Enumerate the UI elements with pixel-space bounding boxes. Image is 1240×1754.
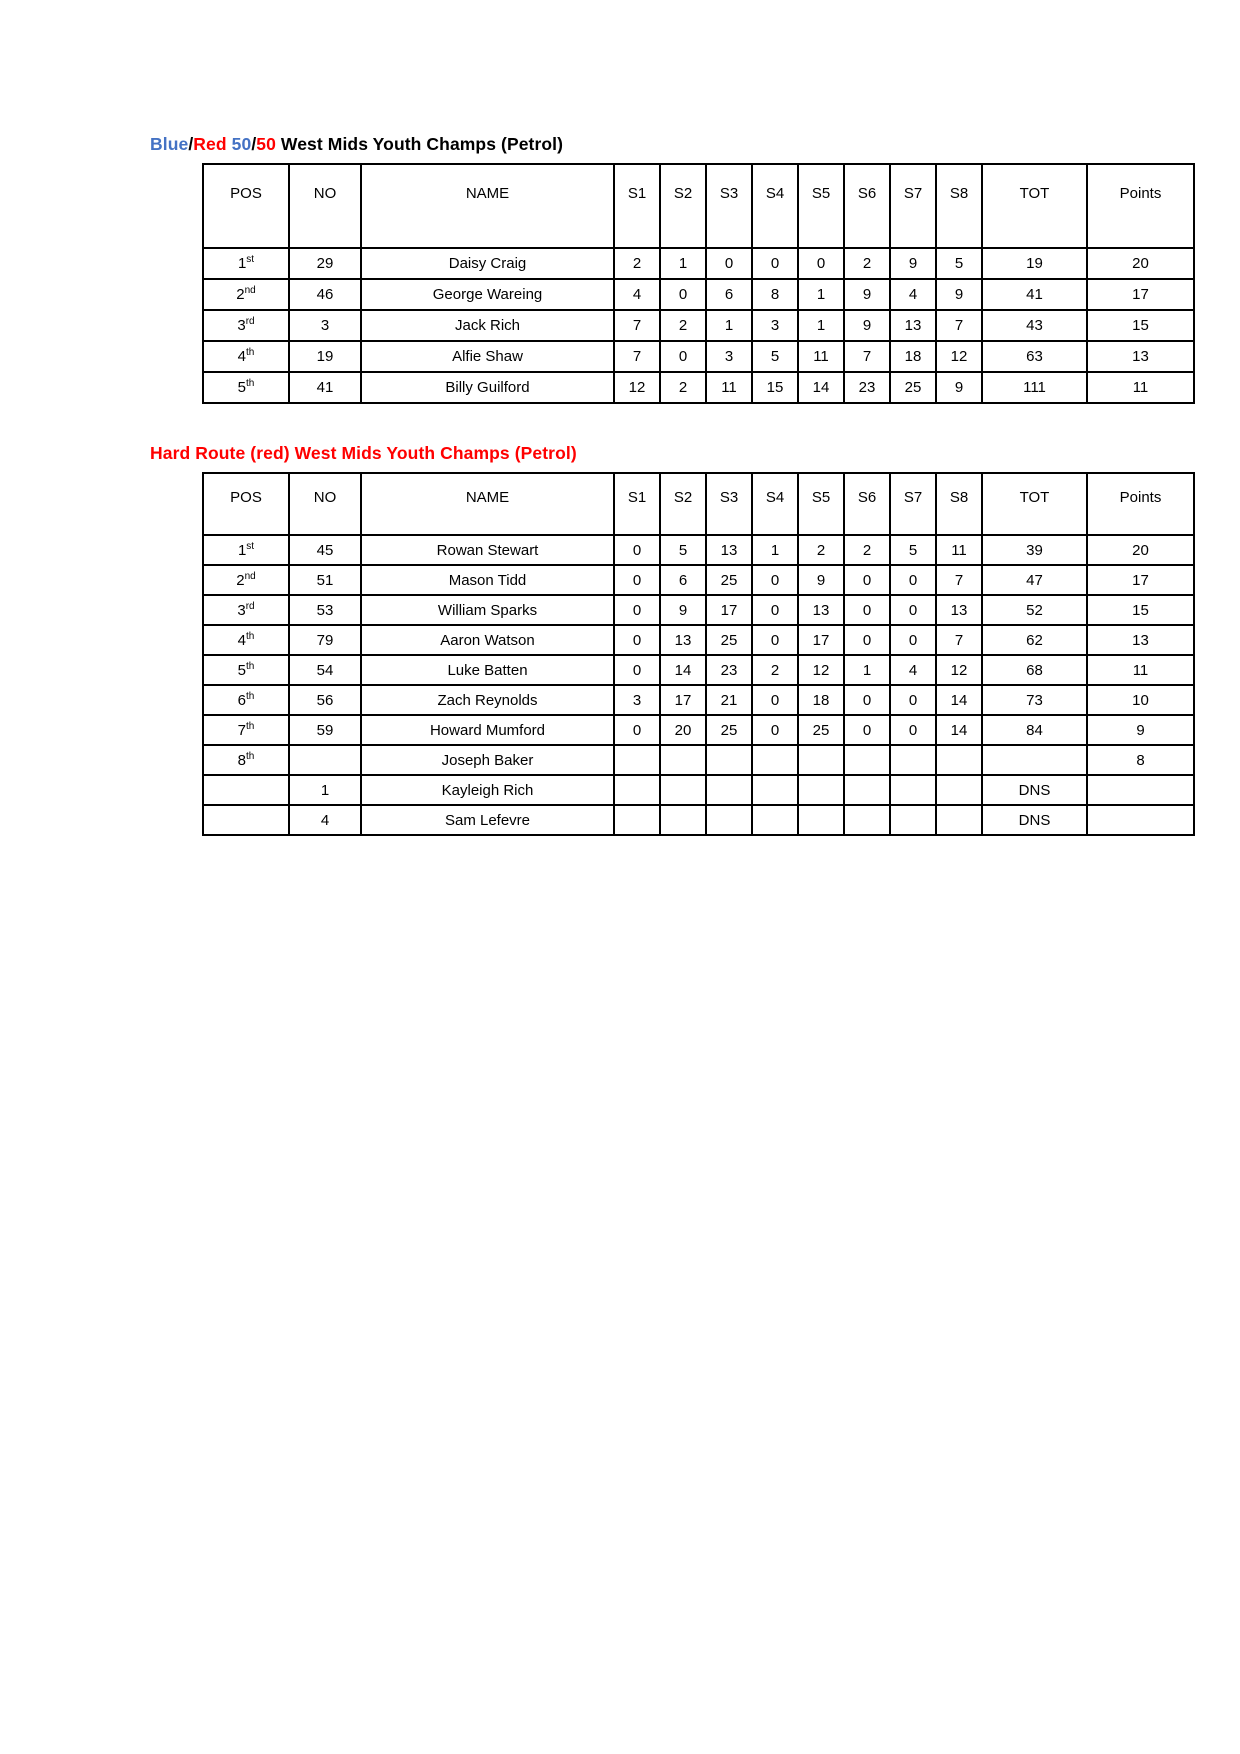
points-cell: 10 — [1087, 685, 1194, 715]
rider-number-cell: 45 — [289, 535, 361, 565]
column-header-s3: S3 — [706, 164, 752, 248]
rider-name-cell: Jack Rich — [361, 310, 614, 341]
header-row — [203, 473, 1194, 535]
section-score-cell: 0 — [798, 248, 844, 279]
section-score-cell: 12 — [614, 372, 660, 403]
points-cell: 20 — [1087, 535, 1194, 565]
section-score-cell: 0 — [614, 565, 660, 595]
section-score-cell: 12 — [936, 655, 982, 685]
table-body — [203, 248, 1194, 403]
section-score-cell: 7 — [936, 625, 982, 655]
section-score-cell: 17 — [660, 685, 706, 715]
points-cell: 17 — [1087, 279, 1194, 310]
result-row — [203, 685, 1194, 715]
section-score-cell: 25 — [706, 715, 752, 745]
result-row — [203, 279, 1194, 310]
section-score-cell: 1 — [706, 310, 752, 341]
section-score-cell: 15 — [752, 372, 798, 403]
points-cell: 15 — [1087, 310, 1194, 341]
rider-number-cell: 59 — [289, 715, 361, 745]
column-header-s2: S2 — [660, 473, 706, 535]
section-score-cell: 0 — [890, 715, 936, 745]
title-segment: 50 — [256, 134, 276, 154]
table-body — [203, 535, 1194, 835]
blue-red-5050-section — [150, 134, 1195, 404]
column-header-s4: S4 — [752, 473, 798, 535]
column-header-s3: S3 — [706, 473, 752, 535]
section-score-cell: 8 — [752, 279, 798, 310]
section-score-cell: 0 — [752, 248, 798, 279]
column-header-pos: POS — [203, 473, 289, 535]
rider-number-cell: 56 — [289, 685, 361, 715]
points-cell: 17 — [1087, 565, 1194, 595]
section-score-cell: 11 — [798, 341, 844, 372]
section-score-cell: 12 — [798, 655, 844, 685]
section-score-cell: 13 — [798, 595, 844, 625]
section-score-cell: 25 — [706, 625, 752, 655]
section-score-cell: 23 — [844, 372, 890, 403]
section-score-cell: 25 — [798, 715, 844, 745]
position-cell: 8th — [203, 745, 289, 775]
result-row — [203, 535, 1194, 565]
section-score-cell — [936, 745, 982, 775]
section-score-cell: 25 — [890, 372, 936, 403]
section-score-cell: 0 — [752, 595, 798, 625]
total-cell: DNS — [982, 775, 1087, 805]
section-score-cell — [890, 745, 936, 775]
points-cell: 9 — [1087, 715, 1194, 745]
section-score-cell — [844, 805, 890, 835]
section-score-cell: 0 — [752, 685, 798, 715]
title-segment: Blue — [150, 134, 189, 154]
section-score-cell: 2 — [844, 535, 890, 565]
result-row — [203, 625, 1194, 655]
section-score-cell: 7 — [614, 310, 660, 341]
section-score-cell — [660, 805, 706, 835]
section-score-cell — [660, 745, 706, 775]
rider-name-cell: Rowan Stewart — [361, 535, 614, 565]
rider-name-cell: Mason Tidd — [361, 565, 614, 595]
section-score-cell: 0 — [660, 341, 706, 372]
result-row — [203, 715, 1194, 745]
section-score-cell — [798, 775, 844, 805]
section-score-cell — [798, 745, 844, 775]
position-cell: 2nd — [203, 565, 289, 595]
section-score-cell: 11 — [706, 372, 752, 403]
total-cell: 62 — [982, 625, 1087, 655]
total-cell: 73 — [982, 685, 1087, 715]
position-cell — [203, 805, 289, 835]
section-score-cell — [936, 775, 982, 805]
section-score-cell: 9 — [890, 248, 936, 279]
rider-name-cell: Daisy Craig — [361, 248, 614, 279]
section-score-cell — [752, 745, 798, 775]
section-score-cell: 9 — [936, 372, 982, 403]
section-score-cell: 7 — [614, 341, 660, 372]
section-score-cell: 6 — [706, 279, 752, 310]
position-cell: 5th — [203, 655, 289, 685]
section-score-cell: 25 — [706, 565, 752, 595]
section-score-cell: 13 — [660, 625, 706, 655]
rider-number-cell: 51 — [289, 565, 361, 595]
points-cell: 11 — [1087, 655, 1194, 685]
section-score-cell: 0 — [614, 625, 660, 655]
title-segment: West Mids Youth Champs (Petrol) — [275, 134, 564, 154]
hard-route-title — [150, 443, 1195, 464]
section-score-cell: 0 — [890, 565, 936, 595]
hard-route-section — [150, 443, 1195, 836]
section-score-cell: 14 — [936, 685, 982, 715]
section-score-cell: 0 — [844, 565, 890, 595]
section-score-cell: 0 — [614, 655, 660, 685]
section-score-cell: 0 — [614, 535, 660, 565]
column-header-s6: S6 — [844, 164, 890, 248]
rider-number-cell: 54 — [289, 655, 361, 685]
section-score-cell: 4 — [890, 655, 936, 685]
title-segment: / — [251, 134, 257, 154]
points-cell — [1087, 775, 1194, 805]
total-cell: 52 — [982, 595, 1087, 625]
section-score-cell: 13 — [936, 595, 982, 625]
rider-number-cell: 53 — [289, 595, 361, 625]
total-cell: 47 — [982, 565, 1087, 595]
position-cell: 2nd — [203, 279, 289, 310]
section-score-cell: 9 — [660, 595, 706, 625]
section-score-cell: 5 — [660, 535, 706, 565]
points-cell: 20 — [1087, 248, 1194, 279]
total-cell: 43 — [982, 310, 1087, 341]
section-score-cell: 14 — [936, 715, 982, 745]
section-score-cell: 5 — [890, 535, 936, 565]
total-cell: 39 — [982, 535, 1087, 565]
total-cell: 68 — [982, 655, 1087, 685]
rider-name-cell: Billy Guilford — [361, 372, 614, 403]
section-score-cell: 5 — [936, 248, 982, 279]
section-score-cell: 21 — [706, 685, 752, 715]
section-score-cell: 18 — [890, 341, 936, 372]
column-header-s7: S7 — [890, 473, 936, 535]
result-row — [203, 310, 1194, 341]
title-segment: Red — [193, 134, 227, 154]
rider-number-cell: 1 — [289, 775, 361, 805]
section-score-cell: 0 — [890, 595, 936, 625]
section-score-cell: 3 — [614, 685, 660, 715]
rider-number-cell: 41 — [289, 372, 361, 403]
section-score-cell — [936, 805, 982, 835]
section-score-cell — [614, 775, 660, 805]
section-score-cell — [614, 745, 660, 775]
section-score-cell: 9 — [936, 279, 982, 310]
column-header-s5: S5 — [798, 164, 844, 248]
title-segment: 50 — [231, 134, 252, 154]
position-cell: 4th — [203, 625, 289, 655]
section-score-cell: 7 — [844, 341, 890, 372]
section-score-cell: 1 — [798, 310, 844, 341]
section-score-cell — [890, 775, 936, 805]
column-header-s1: S1 — [614, 164, 660, 248]
section-score-cell: 12 — [936, 341, 982, 372]
section-score-cell: 0 — [890, 625, 936, 655]
blue-red-5050-results-table — [202, 163, 1195, 404]
section-score-cell: 13 — [706, 535, 752, 565]
column-header-name: NAME — [361, 164, 614, 248]
header-row — [203, 164, 1194, 248]
section-score-cell: 3 — [752, 310, 798, 341]
rider-name-cell: Sam Lefevre — [361, 805, 614, 835]
result-row — [203, 341, 1194, 372]
column-header-s1: S1 — [614, 473, 660, 535]
section-score-cell: 17 — [798, 625, 844, 655]
total-cell — [982, 745, 1087, 775]
column-header-no: NO — [289, 473, 361, 535]
rider-name-cell: Luke Batten — [361, 655, 614, 685]
points-cell: 15 — [1087, 595, 1194, 625]
rider-name-cell: Alfie Shaw — [361, 341, 614, 372]
rider-name-cell: William Sparks — [361, 595, 614, 625]
section-score-cell — [706, 745, 752, 775]
points-cell: 8 — [1087, 745, 1194, 775]
section-score-cell: 2 — [614, 248, 660, 279]
section-score-cell: 1 — [660, 248, 706, 279]
section-score-cell: 3 — [706, 341, 752, 372]
section-score-cell — [844, 775, 890, 805]
points-cell — [1087, 805, 1194, 835]
section-score-cell: 14 — [660, 655, 706, 685]
column-header-no: NO — [289, 164, 361, 248]
section-score-cell: 5 — [752, 341, 798, 372]
total-cell: DNS — [982, 805, 1087, 835]
position-cell: 7th — [203, 715, 289, 745]
column-header-points: Points — [1087, 164, 1194, 248]
section-score-cell: 4 — [890, 279, 936, 310]
column-header-s4: S4 — [752, 164, 798, 248]
section-score-cell: 0 — [752, 625, 798, 655]
section-score-cell: 2 — [660, 372, 706, 403]
section-score-cell: 0 — [844, 595, 890, 625]
section-score-cell: 2 — [752, 655, 798, 685]
result-row — [203, 805, 1194, 835]
section-score-cell — [752, 775, 798, 805]
total-cell: 19 — [982, 248, 1087, 279]
section-score-cell — [798, 805, 844, 835]
table-header — [203, 164, 1194, 248]
rider-number-cell: 29 — [289, 248, 361, 279]
rider-name-cell: George Wareing — [361, 279, 614, 310]
section-score-cell: 0 — [660, 279, 706, 310]
section-score-cell: 6 — [660, 565, 706, 595]
rider-name-cell: Aaron Watson — [361, 625, 614, 655]
section-score-cell: 0 — [614, 595, 660, 625]
rider-name-cell: Howard Mumford — [361, 715, 614, 745]
section-score-cell: 17 — [706, 595, 752, 625]
section-score-cell: 9 — [798, 565, 844, 595]
section-score-cell: 7 — [936, 310, 982, 341]
rider-number-cell: 19 — [289, 341, 361, 372]
total-cell: 111 — [982, 372, 1087, 403]
position-cell: 5th — [203, 372, 289, 403]
section-score-cell: 7 — [936, 565, 982, 595]
points-cell: 13 — [1087, 341, 1194, 372]
section-score-cell: 0 — [844, 715, 890, 745]
section-score-cell: 9 — [844, 279, 890, 310]
position-cell — [203, 775, 289, 805]
column-header-s6: S6 — [844, 473, 890, 535]
position-cell: 6th — [203, 685, 289, 715]
result-row — [203, 655, 1194, 685]
points-cell: 13 — [1087, 625, 1194, 655]
column-header-name: NAME — [361, 473, 614, 535]
section-score-cell: 9 — [844, 310, 890, 341]
column-header-s8: S8 — [936, 164, 982, 248]
column-header-s7: S7 — [890, 164, 936, 248]
section-score-cell: 0 — [844, 685, 890, 715]
result-row — [203, 775, 1194, 805]
result-row — [203, 565, 1194, 595]
title-segment: Hard Route (red) West Mids Youth Champs (Petrol) — [150, 443, 577, 463]
total-cell: 41 — [982, 279, 1087, 310]
section-score-cell — [706, 805, 752, 835]
rider-number-cell: 4 — [289, 805, 361, 835]
column-header-points: Points — [1087, 473, 1194, 535]
section-score-cell: 13 — [890, 310, 936, 341]
table-header — [203, 473, 1194, 535]
title-segment: / — [188, 134, 194, 154]
blue-red-5050-title — [150, 134, 1195, 155]
rider-number-cell: 3 — [289, 310, 361, 341]
section-score-cell: 23 — [706, 655, 752, 685]
rider-number-cell: 79 — [289, 625, 361, 655]
column-header-s5: S5 — [798, 473, 844, 535]
section-score-cell — [706, 775, 752, 805]
section-score-cell: 2 — [660, 310, 706, 341]
column-header-tot: TOT — [982, 473, 1087, 535]
rider-name-cell: Zach Reynolds — [361, 685, 614, 715]
section-score-cell: 20 — [660, 715, 706, 745]
position-cell: 3rd — [203, 310, 289, 341]
section-score-cell — [660, 775, 706, 805]
column-header-tot: TOT — [982, 164, 1087, 248]
hard-route-results-table — [202, 472, 1195, 836]
section-score-cell: 2 — [798, 535, 844, 565]
section-score-cell: 0 — [706, 248, 752, 279]
result-row — [203, 745, 1194, 775]
result-row — [203, 372, 1194, 403]
section-score-cell: 1 — [844, 655, 890, 685]
column-header-s2: S2 — [660, 164, 706, 248]
section-score-cell: 1 — [798, 279, 844, 310]
rider-name-cell: Kayleigh Rich — [361, 775, 614, 805]
points-cell: 11 — [1087, 372, 1194, 403]
rider-number-cell — [289, 745, 361, 775]
result-row — [203, 248, 1194, 279]
column-header-s8: S8 — [936, 473, 982, 535]
total-cell: 84 — [982, 715, 1087, 745]
position-cell: 3rd — [203, 595, 289, 625]
section-score-cell — [614, 805, 660, 835]
section-score-cell: 0 — [752, 565, 798, 595]
section-score-cell — [752, 805, 798, 835]
section-score-cell: 11 — [936, 535, 982, 565]
section-score-cell: 0 — [890, 685, 936, 715]
section-score-cell: 14 — [798, 372, 844, 403]
result-row — [203, 595, 1194, 625]
rider-number-cell: 46 — [289, 279, 361, 310]
total-cell: 63 — [982, 341, 1087, 372]
position-cell: 1st — [203, 248, 289, 279]
section-score-cell: 0 — [752, 715, 798, 745]
section-score-cell: 18 — [798, 685, 844, 715]
section-score-cell: 2 — [844, 248, 890, 279]
section-score-cell: 0 — [614, 715, 660, 745]
position-cell: 1st — [203, 535, 289, 565]
section-score-cell — [890, 805, 936, 835]
section-score-cell: 0 — [844, 625, 890, 655]
position-cell: 4th — [203, 341, 289, 372]
section-score-cell — [844, 745, 890, 775]
section-score-cell: 1 — [752, 535, 798, 565]
column-header-pos: POS — [203, 164, 289, 248]
section-score-cell: 4 — [614, 279, 660, 310]
rider-name-cell: Joseph Baker — [361, 745, 614, 775]
